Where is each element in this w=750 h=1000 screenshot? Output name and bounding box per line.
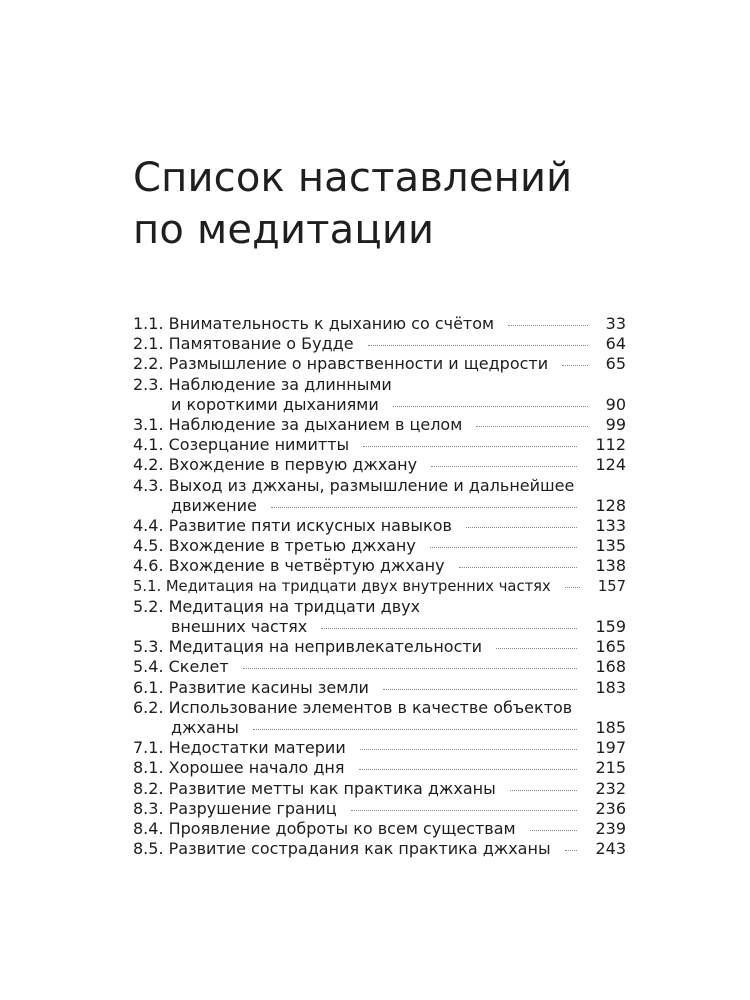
toc-entry-text: 2.2. Размышление о нравственности и щедрости (133, 354, 549, 374)
toc-entry (133, 455, 626, 475)
toc-entry-text: 4.3. Выход из джханы, размышление и дальнейшее (133, 475, 575, 495)
toc-page-number: 159 (595, 617, 626, 637)
toc-entry-line (133, 738, 626, 758)
toc-page-number: 90 (605, 394, 626, 414)
toc-entry (133, 597, 626, 637)
toc-entry-line (133, 496, 626, 516)
toc-entry-text: 3.1. Наблюдение за дыханием в целом (133, 415, 463, 435)
toc-entry-text: движение (171, 495, 257, 515)
toc-entry-line (133, 334, 626, 354)
toc-entry-line (133, 637, 626, 657)
dot-leader (243, 667, 578, 669)
title-line-1: Список наставлений (133, 155, 573, 201)
toc-entry (133, 657, 626, 677)
toc-entry-line (133, 718, 626, 738)
toc-page-number: 236 (595, 798, 626, 818)
dot-leader (430, 546, 578, 548)
toc-entry-text: 5.1. Медитация на тридцати двух внутренних частях (133, 577, 551, 595)
toc-page-number: 157 (597, 577, 626, 595)
toc-page-number: 232 (595, 778, 626, 798)
toc-page-number: 185 (595, 718, 626, 738)
dot-leader (565, 586, 580, 588)
toc-entry (133, 556, 626, 576)
toc-entry (133, 375, 626, 415)
toc-entry (133, 516, 626, 536)
toc-entry (133, 354, 626, 374)
toc-entry-text: 4.2. Вхождение в первую джхану (133, 455, 418, 475)
toc-entry (133, 799, 626, 819)
toc-entry-line (133, 516, 626, 536)
toc-entry-line (133, 354, 626, 374)
dot-leader (321, 627, 577, 629)
toc-entry-line (133, 678, 626, 698)
title-line-2: по медитации (133, 207, 435, 253)
toc-page-number: 239 (595, 819, 626, 839)
toc-entry-line (133, 779, 626, 799)
toc-entry-line (133, 617, 626, 637)
dot-leader (271, 506, 578, 508)
toc-page-number: 183 (595, 677, 626, 697)
toc-entry (133, 698, 626, 738)
toc-page-number: 135 (595, 536, 626, 556)
toc-entry-text: 8.3. Разрушение границ (133, 798, 337, 818)
dot-leader (359, 768, 578, 770)
toc-entry-text: 5.2. Медитация на тридцати двух (133, 596, 421, 616)
toc-entry-line (133, 819, 626, 839)
toc-entry-line (133, 395, 626, 415)
dot-leader (466, 526, 578, 528)
dot-leader (368, 344, 588, 346)
toc-entry-line (133, 455, 626, 475)
toc-page-number: 64 (605, 334, 626, 354)
toc-page-number: 99 (605, 415, 626, 435)
toc-entry-text: 8.2. Развитие метты как практика джханы (133, 778, 496, 798)
toc-entry (133, 678, 626, 698)
toc-entry (133, 314, 626, 334)
dot-leader (253, 728, 578, 730)
dot-leader (510, 789, 578, 791)
dot-leader (459, 566, 578, 568)
toc-entry-text: 1.1. Внимательность к дыханию со счётом (133, 314, 495, 333)
meditation-instructions-list (133, 314, 626, 859)
dot-leader (383, 688, 578, 690)
toc-entry (133, 415, 626, 435)
toc-entry (133, 536, 626, 556)
toc-entry-text: внешних частях (171, 617, 308, 637)
toc-entry-text: 8.5. Развитие сострадания как практика джханы (133, 839, 551, 859)
dot-leader (431, 465, 577, 467)
toc-entry-line (133, 556, 626, 576)
toc-page-number: 65 (605, 354, 626, 374)
toc-page-number: 128 (595, 495, 626, 515)
toc-entry-text: 4.6. Вхождение в четвёртую джхану (133, 556, 445, 576)
toc-entry-text: 2.1. Памятование о Будде (133, 334, 354, 354)
toc-entry-line (133, 657, 626, 677)
toc-entry-text: 5.3. Медитация на непривлекательности (133, 637, 483, 657)
toc-entry-text: 5.4. Скелет (133, 657, 229, 677)
dot-leader (530, 829, 578, 831)
toc-entry-line (133, 577, 626, 597)
toc-page-number: 133 (595, 516, 626, 536)
dot-leader (562, 364, 588, 366)
toc-page-number: 168 (595, 657, 626, 677)
toc-entry-text: 8.4. Проявление доброты ко всем существам (133, 819, 516, 839)
toc-entry-line (133, 435, 626, 455)
toc-entry-line (133, 415, 626, 435)
toc-page-number: 124 (595, 455, 626, 475)
toc-entry (133, 476, 626, 516)
toc-page-number: 243 (595, 839, 626, 859)
page-title (133, 152, 653, 256)
toc-entry-text: 4.5. Вхождение в третью джхану (133, 536, 416, 556)
dot-leader (496, 647, 577, 649)
toc-entry-line (133, 314, 626, 334)
dot-leader (363, 445, 577, 447)
toc-page-number: 197 (595, 738, 626, 758)
toc-page-number: 112 (595, 435, 626, 455)
toc-entry-text: 4.4. Развитие пяти искусных навыков (133, 516, 452, 536)
dot-leader (351, 809, 578, 811)
toc-entry (133, 758, 626, 778)
toc-page-number: 33 (605, 314, 626, 333)
toc-entry-text: 6.1. Развитие касины земли (133, 677, 369, 697)
toc-page-number: 138 (595, 556, 626, 576)
dot-leader (360, 748, 578, 750)
toc-entry-line (133, 758, 626, 778)
toc-entry (133, 839, 626, 859)
toc-entry (133, 577, 626, 597)
toc-entry-text: 6.2. Использование элементов в качестве объектов (133, 697, 573, 717)
toc-page-number: 215 (595, 758, 626, 778)
dot-leader (508, 324, 588, 326)
toc-entry-line (133, 536, 626, 556)
toc-entry-text: и короткими дыханиями (171, 394, 379, 414)
toc-entry (133, 779, 626, 799)
dot-leader (565, 849, 578, 851)
dot-leader (476, 425, 587, 427)
toc-entry-line (133, 799, 626, 819)
toc-entry-text: 4.1. Созерцание нимитты (133, 435, 350, 455)
toc-page-number: 165 (595, 637, 626, 657)
toc-entry-text: 7.1. Недостатки материи (133, 738, 346, 758)
toc-entry-line (133, 839, 626, 859)
toc-entry (133, 435, 626, 455)
toc-entry-text: 8.1. Хорошее начало дня (133, 758, 345, 778)
toc-entry-text: 2.3. Наблюдение за длинными (133, 374, 392, 394)
dot-leader (393, 405, 588, 407)
toc-entry (133, 637, 626, 657)
toc-entry (133, 819, 626, 839)
toc-entry (133, 738, 626, 758)
toc-entry (133, 334, 626, 354)
toc-entry-text: джханы (171, 718, 239, 738)
